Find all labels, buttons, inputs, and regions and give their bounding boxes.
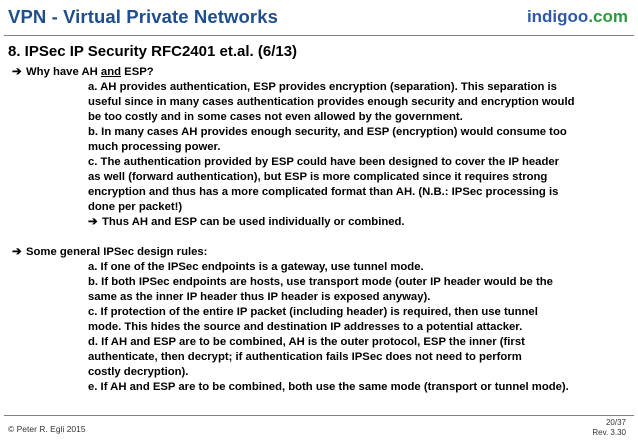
conclusion-line bbox=[88, 215, 405, 229]
question-underlined: and bbox=[100, 66, 122, 78]
text-line: much processing power. bbox=[88, 141, 221, 153]
conclusion-text: Thus AH and ESP can be used individually or combined. bbox=[102, 216, 405, 228]
rules-title: Some general IPSec design rules: bbox=[26, 246, 208, 258]
rule-line: d. If AH and ESP are to be combined, AH is the outer protocol, ESP the inner (first bbox=[88, 336, 525, 348]
text-line: b. In many cases AH provides enough security, and ESP (encryption) would consume too bbox=[88, 126, 567, 138]
text-line: be too costly and in some cases not even allowed by the government. bbox=[88, 111, 463, 123]
brand-name: indigoo bbox=[526, 7, 589, 26]
copyright: © Peter R. Egli 2015 bbox=[8, 424, 86, 434]
arrow-right-icon: ➔ bbox=[88, 216, 98, 228]
rule-line: a. If one of the IPSec endpoints is a gateway, use tunnel mode. bbox=[88, 261, 424, 273]
rule-line: mode. This hides the source and destination IP addresses to a potential attacker. bbox=[88, 321, 523, 333]
rule-line: b. If both IPSec endpoints are hosts, use transport mode (outer IP header would be the bbox=[88, 276, 553, 288]
revision: Rev. 3.30 bbox=[592, 428, 626, 437]
text-line: c. The authentication provided by ESP could have been designed to cover the IP header bbox=[88, 156, 560, 168]
text-line: done per packet!) bbox=[88, 201, 183, 213]
rules-title-line bbox=[12, 245, 207, 259]
arrow-right-icon: ➔ bbox=[12, 66, 22, 78]
question-line bbox=[12, 65, 154, 79]
footer-divider bbox=[4, 415, 634, 416]
section-heading: 8. IPSec IP Security RFC2401 et.al. (6/13) bbox=[8, 43, 298, 60]
arrow-right-icon: ➔ bbox=[12, 246, 22, 258]
rule-line: authenticate, then decrypt; if authentication fails IPSec does not need to perform bbox=[88, 351, 522, 363]
header-divider bbox=[4, 35, 634, 36]
slide-title: VPN - Virtual Private Networks bbox=[8, 6, 278, 27]
text-line: as well (forward authentication), but ESP is more complicated since it requires strong bbox=[88, 171, 548, 183]
text-line: encryption and thus has a more complicated format than AH. (N.B.: IPSec processing is bbox=[88, 186, 559, 198]
brand-domain: .com bbox=[588, 7, 628, 26]
rule-line: same as the inner IP header thus IP header is exposed anyway). bbox=[88, 291, 431, 303]
rule-line: c. If protection of the entire IP packet (including header) is required, then use tunnel bbox=[88, 306, 538, 318]
question-suffix: ESP? bbox=[121, 66, 154, 78]
slide-header bbox=[0, 0, 638, 38]
question-prefix: Why have AH bbox=[26, 66, 101, 78]
text-line: a. AH provides authentication, ESP provides encryption (separation). This separation is bbox=[88, 81, 557, 93]
page-number: 20/37 bbox=[605, 418, 626, 427]
brand-logo bbox=[527, 7, 628, 27]
rule-line: costly decryption). bbox=[88, 366, 189, 378]
rule-line: e. If AH and ESP are to be combined, both use the same mode (transport or tunnel mode). bbox=[88, 381, 569, 393]
text-line: useful since in many cases authentication provides enough security and encryption would bbox=[88, 96, 575, 108]
